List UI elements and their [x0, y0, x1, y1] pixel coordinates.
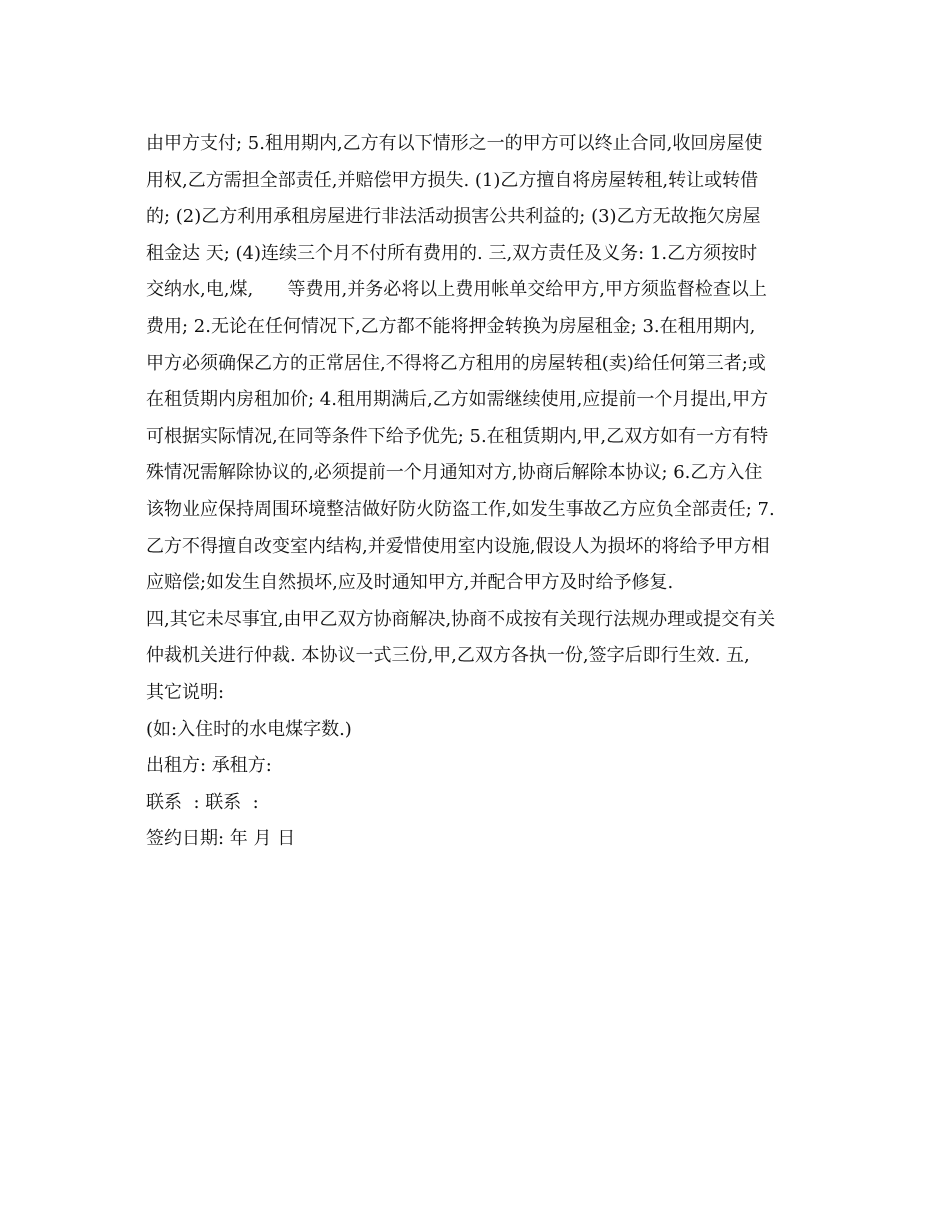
paragraph-line: 乙方不得擅自改变室内结构,并爱惜使用室内设施,假设人为损坏的将给予甲方相 [146, 535, 770, 557]
signing-date-line: 签约日期: 年 月 日 [146, 828, 296, 850]
paragraph-line: 交纳水,电,煤, 等费用,并务必将以上费用帐单交给甲方,甲方须监督检查以上 [146, 279, 767, 301]
paragraph-line: 仲裁机关进行仲裁. 本协议一式三份,甲,乙双方各执一份,签字后即行生效. 五, [146, 645, 750, 667]
paragraph-line: 在租赁期内房租加价; 4.租用期满后,乙方如需继续使用,应提前一个月提出,甲方 [146, 389, 769, 411]
paragraph-line: 费用; 2.无论在任何情况下,乙方都不能将押金转换为房屋租金; 3.在租用期内, [146, 315, 756, 337]
paragraph-line: 其它说明: [146, 681, 225, 703]
paragraph-line: 的; (2)乙方利用承租房屋进行非法活动损害公共利益的; (3)乙方无故拖欠房屋 [146, 206, 761, 228]
paragraph-line: 租金达 天; (4)连续三个月不付所有费用的. 三,双方责任及义务: 1.乙方须按时 [146, 242, 758, 264]
note-line: (如:入住时的水电煤字数.) [146, 718, 352, 740]
paragraph-line: 可根据实际情况,在同等条件下给予优先; 5.在租赁期内,甲,乙双方如有一方有特 [146, 425, 769, 447]
paragraph-line: 该物业应保持周围环境整洁做好防火防盗工作,如发生事故乙方应负全部责任; 7. [146, 498, 775, 520]
paragraph-line: 甲方必须确保乙方的正常居住,不得将乙方租用的房屋转租(卖)给任何第三者;或 [146, 352, 766, 374]
paragraph-line: 应赔偿;如发生自然损坏,应及时通知甲方,并配合甲方及时给予修复. [146, 572, 674, 594]
contact-line: 联系 : 联系 : [146, 791, 259, 813]
document-body [146, 126, 810, 858]
paragraph-line: 四,其它未尽事宜,由甲乙双方协商解决,协商不成按有关现行法规办理或提交有关 [146, 608, 776, 630]
paragraph-line: 殊情况需解除协议的,必须提前一个月通知对方,协商后解除本协议; 6.乙方入住 [146, 462, 763, 484]
paragraph-line: 用权,乙方需担全部责任,并赔偿甲方损失. (1)乙方擅自将房屋转租,转让或转借 [146, 169, 759, 191]
paragraph-line: 由甲方支付; 5.租用期内,乙方有以下情形之一的甲方可以终止合同,收回房屋使 [146, 133, 763, 154]
signature-parties-line: 出租方: 承租方: [146, 755, 272, 777]
